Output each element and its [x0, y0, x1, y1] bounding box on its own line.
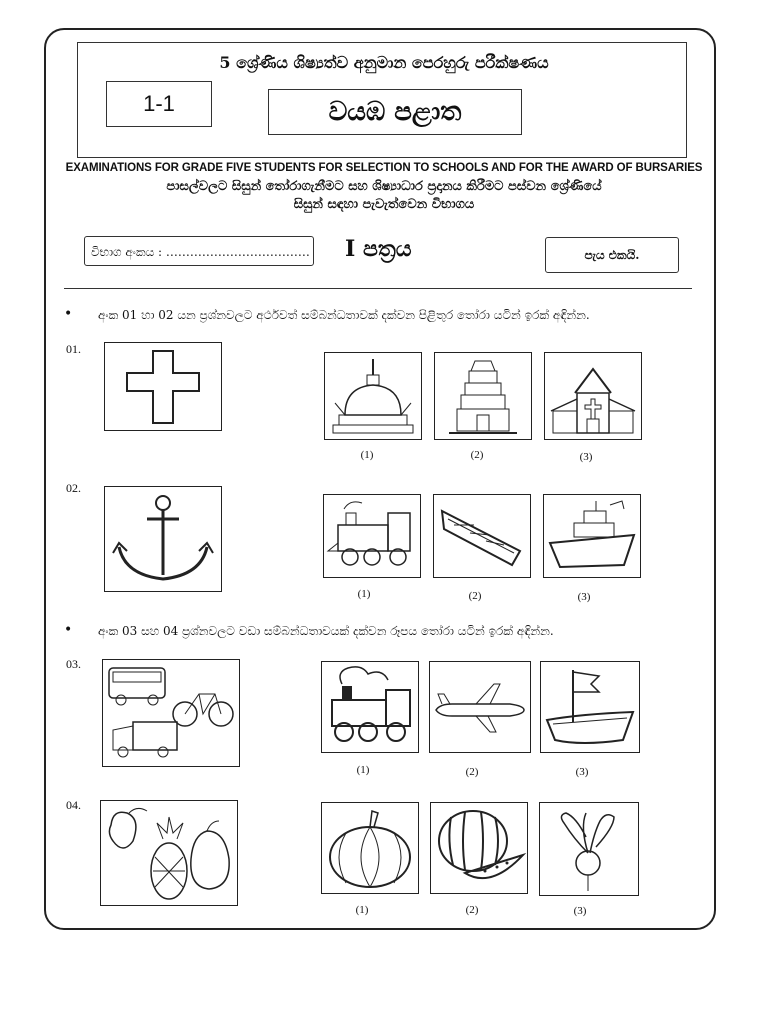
paper-label: I පත්‍රය [345, 236, 412, 262]
option-label: (1) [357, 588, 371, 600]
option-label: (3) [575, 766, 589, 778]
anchor-icon [104, 486, 222, 592]
option-label: (2) [470, 449, 484, 461]
sailboat-icon[interactable] [540, 661, 640, 753]
english-title: EXAMINATIONS FOR GRADE FIVE STUDENTS FOR SELECTION TO SCHOOLS AND FOR THE AWARD OF BURSARIES [65, 162, 703, 174]
radish-icon[interactable] [539, 802, 639, 896]
church-icon[interactable] [544, 352, 642, 440]
option-label: (3) [577, 591, 591, 603]
question-number: 01. [66, 342, 81, 356]
option-label: (1) [356, 764, 370, 776]
dagoba-icon[interactable] [324, 352, 422, 440]
question-number: 02. [66, 481, 81, 495]
subject-box: වයඹ පළාත [268, 89, 522, 135]
option-label: (3) [579, 451, 593, 463]
temple-icon[interactable] [434, 352, 532, 440]
time-box: පැය එකයි. [545, 237, 679, 273]
divider [64, 288, 692, 289]
pumpkin-icon[interactable] [321, 802, 419, 894]
bullet: • [64, 622, 73, 638]
bullet: • [64, 306, 73, 322]
option-label: (3) [573, 905, 587, 917]
option-label: (1) [360, 449, 374, 461]
watermelon-icon[interactable] [430, 802, 528, 894]
airplane-icon[interactable] [429, 661, 531, 753]
boat-icon[interactable] [433, 494, 531, 578]
index-number-box: විභාග අංකය : ……………………………… [84, 236, 314, 266]
question-number: 03. [66, 657, 81, 671]
instruction-1: අංක 01 හා 02 යන ප්‍රශ්නවලට අර්ථවත් සම්බන්ධතාවක් දක්වන පිළිතුර තෝරා යටින් ඉරක් අඳින්න. [98, 308, 590, 322]
train-icon[interactable] [323, 494, 421, 578]
option-label: (2) [465, 904, 479, 916]
ship-icon[interactable] [543, 494, 641, 578]
paper-code-box: 1-1 [106, 81, 212, 127]
train-icon[interactable] [321, 661, 419, 753]
question-number: 04. [66, 798, 81, 812]
sinhala-title-line2: සිසුන් සඳහා පැවැත්වෙන විභාගය [293, 197, 475, 212]
cross-icon [104, 342, 222, 431]
option-label: (2) [465, 766, 479, 778]
instruction-2: අංක 03 සහ 04 ප්‍රශ්නවලට වඩා සම්බන්ධතාවයක් දක්වන රූපය තෝරා යටින් ඉරක් අඳින්න. [98, 624, 554, 638]
vehicles-icon [102, 659, 240, 767]
exam-title: 5 ශ්‍රේණිය ශිෂ්‍යත්ව අනුමාන පෙරහුරු පරීක්ෂණය [219, 53, 549, 72]
option-label: (2) [468, 590, 482, 602]
sinhala-title-line1: පාසල්වලට සිසුන් තෝරාගැනීමට සහ ශිෂ්‍යාධාර ප්‍රදානය කිරීමට පස්වන ශ්‍රේණියේ [166, 179, 602, 194]
fruits-icon [100, 800, 238, 906]
option-label: (1) [355, 904, 369, 916]
